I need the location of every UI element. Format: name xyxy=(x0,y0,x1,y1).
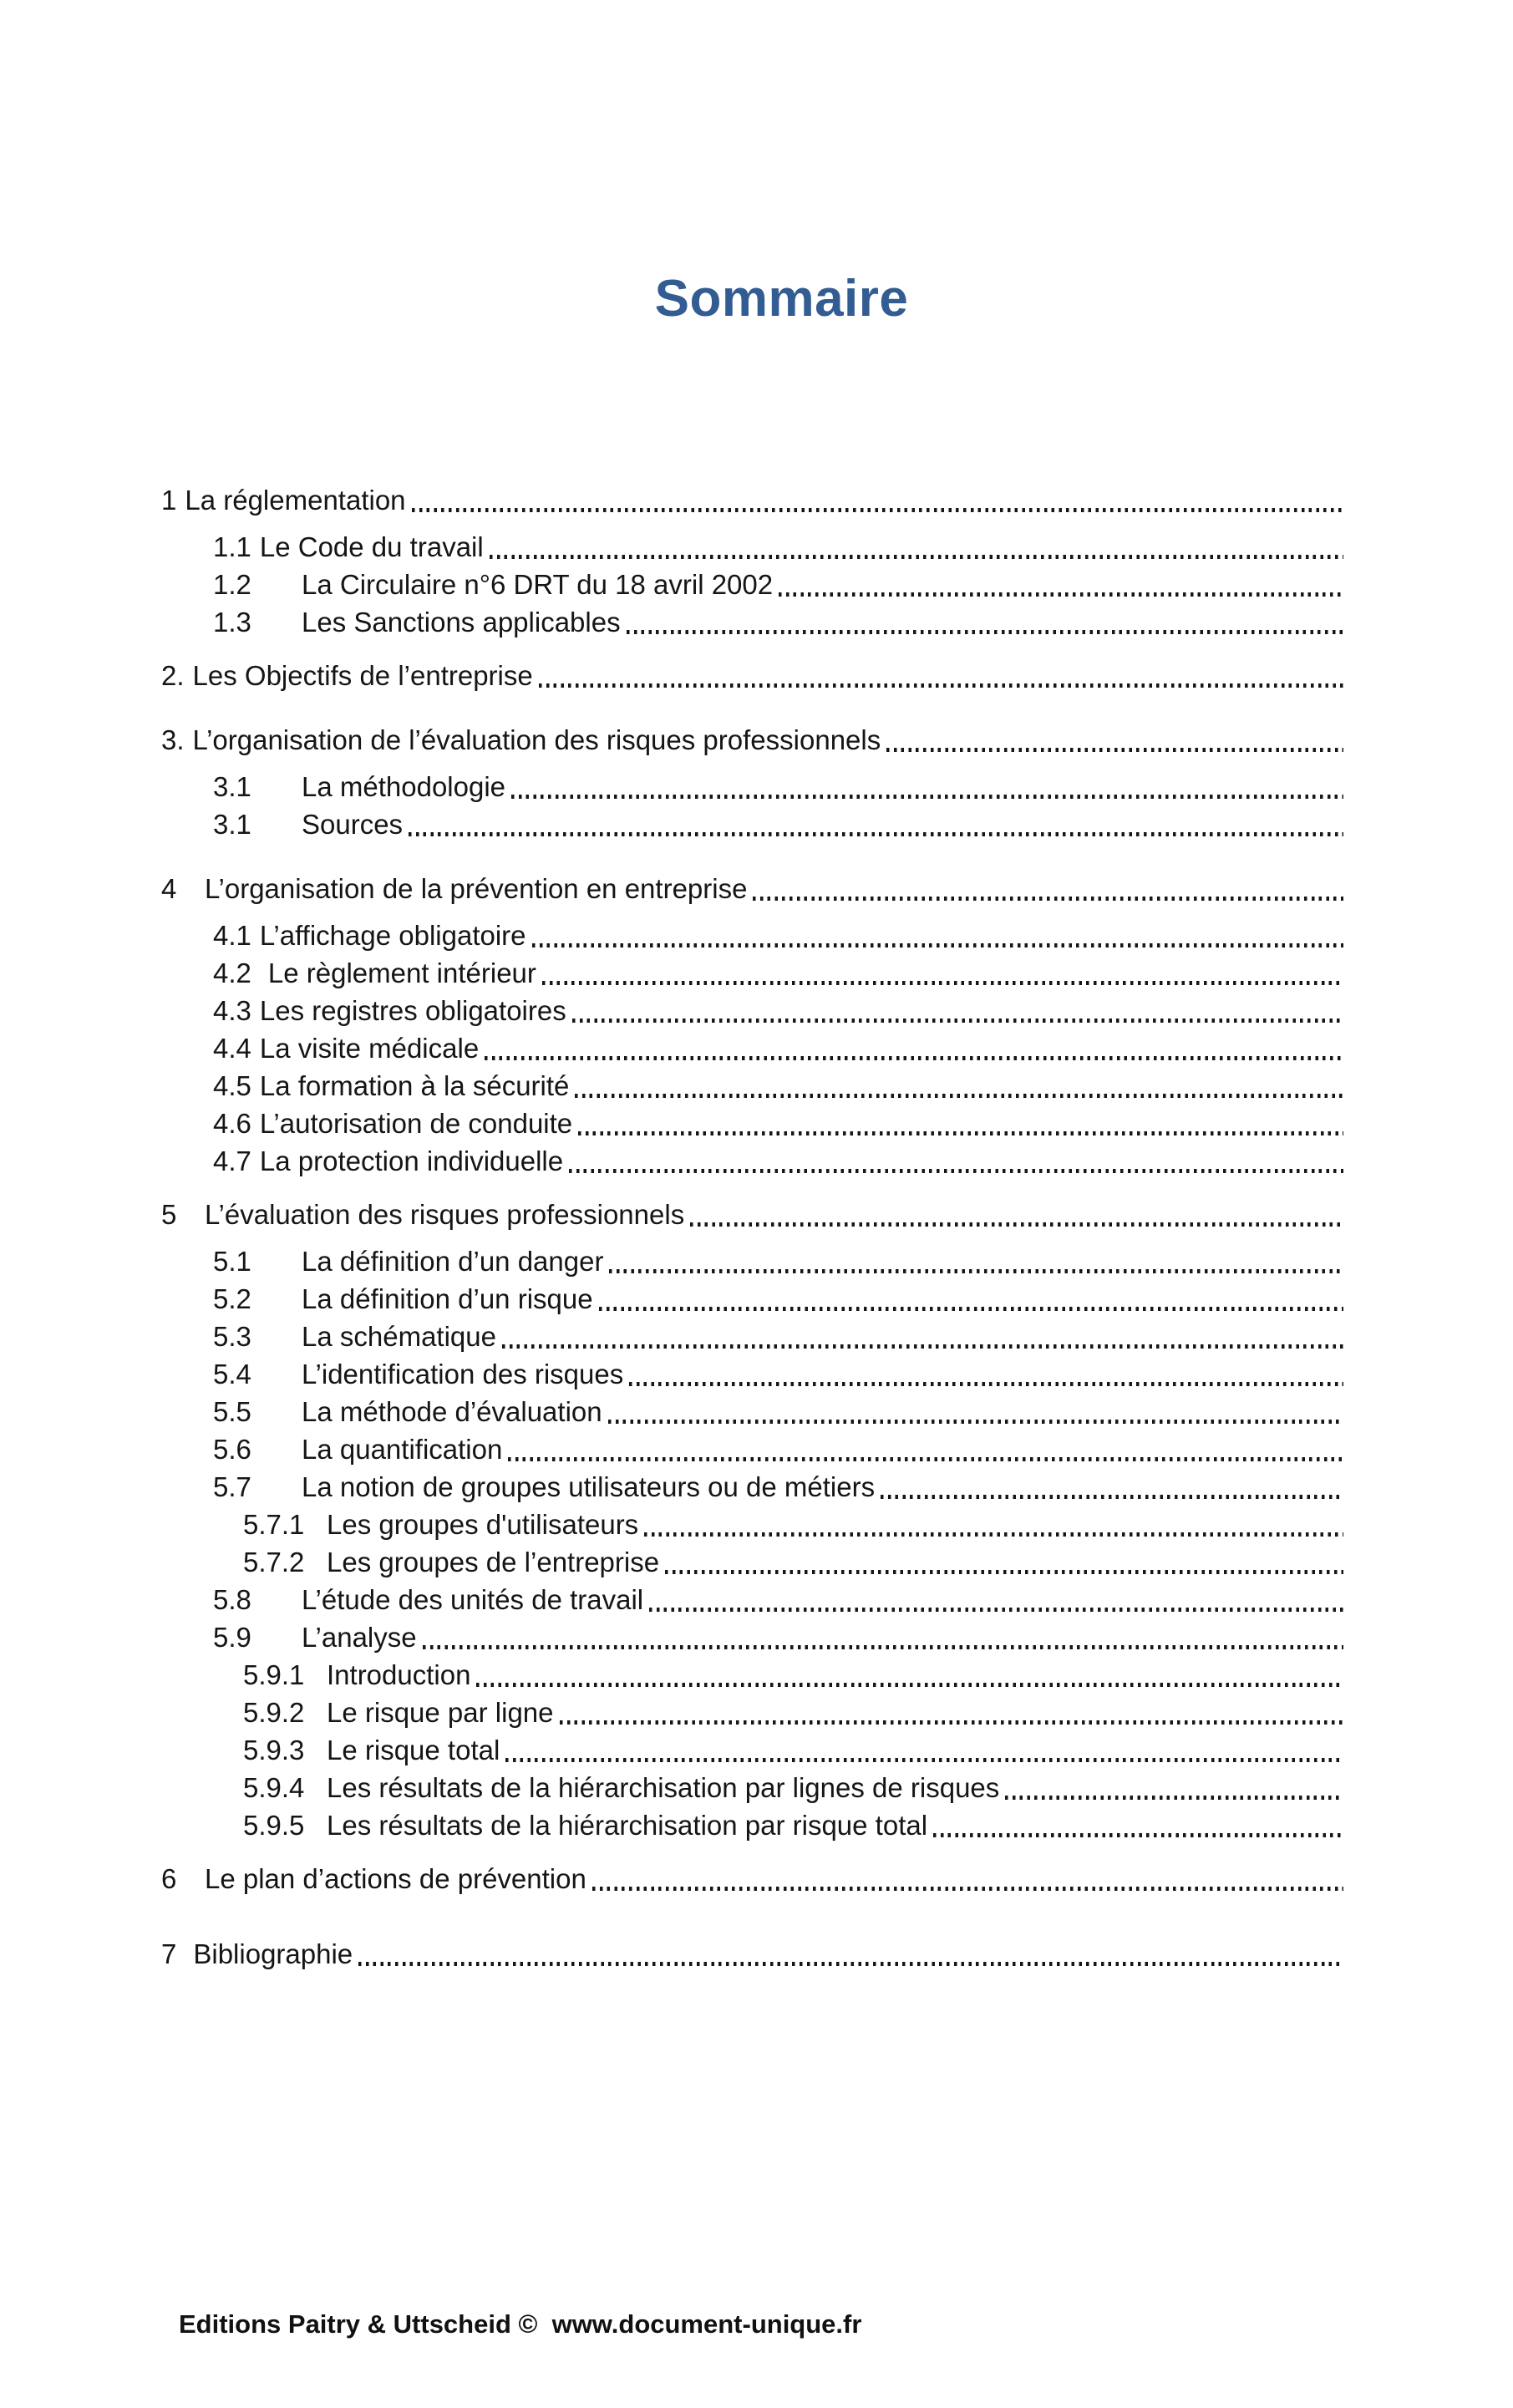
toc-entry xyxy=(153,1468,1345,1506)
toc-leader-dots xyxy=(1005,1796,1343,1800)
toc-entry xyxy=(153,1029,1345,1067)
toc-entry xyxy=(153,1506,1345,1543)
toc-entry-title: La méthodologie xyxy=(302,771,506,802)
toc-entry xyxy=(153,1355,1345,1393)
toc-entry-title: L’autorisation de conduite xyxy=(259,1108,573,1139)
toc-entry xyxy=(153,1656,1345,1694)
toc-entry-title: L’organisation de l’évaluation des risques professionnels xyxy=(192,724,881,755)
toc-entry-title: Le plan d’actions de prévention xyxy=(205,1863,586,1894)
toc-entry xyxy=(153,805,1345,843)
toc-entry xyxy=(153,528,1345,566)
toc-entry-number: 5.3 xyxy=(213,1321,251,1352)
toc-leader-dots xyxy=(572,1019,1343,1023)
toc-entry-number: 5.7 xyxy=(213,1471,251,1502)
toc-entry-number: 5.9.5 xyxy=(243,1810,305,1841)
toc-entry xyxy=(153,1242,1345,1280)
toc-entry xyxy=(153,954,1345,992)
toc-entry-title: La réglementation xyxy=(185,485,406,516)
toc-entry-number: 5.4 xyxy=(213,1359,251,1389)
toc-leader-dots xyxy=(779,592,1343,597)
toc-entry xyxy=(153,1581,1345,1618)
toc-leader-dots xyxy=(511,795,1343,799)
toc-leader-dots xyxy=(358,1962,1343,1966)
toc-entry-title: L’analyse xyxy=(302,1622,417,1653)
toc-entry-number: 1.3 xyxy=(213,607,251,638)
toc-entry-title: La définition d’un danger xyxy=(302,1246,604,1277)
toc-entry-title: Le risque total xyxy=(327,1735,500,1765)
toc-entry-number: 4.5 xyxy=(213,1070,251,1101)
toc-entry xyxy=(153,1196,1345,1233)
toc-entry-number: 5.9.2 xyxy=(243,1697,305,1728)
toc-entry-number: 4.4 xyxy=(213,1033,251,1064)
toc-leader-dots xyxy=(532,943,1343,947)
toc-entry xyxy=(153,1860,1345,1897)
toc-entry-number: 5.7.2 xyxy=(243,1547,305,1577)
toc-leader-dots xyxy=(592,1887,1343,1891)
toc-entry xyxy=(153,721,1345,759)
toc-entry xyxy=(153,917,1345,954)
toc-leader-dots xyxy=(575,1094,1343,1098)
toc-leader-dots xyxy=(609,1269,1343,1273)
toc-leader-dots xyxy=(753,897,1343,901)
toc-entry xyxy=(153,1280,1345,1318)
footer-text: Editions Paitry & Uttscheid © www.document-unique.fr xyxy=(179,2309,862,2339)
toc-entry xyxy=(153,1618,1345,1656)
toc-leader-dots xyxy=(505,1758,1343,1762)
toc-entry-title: Les registres obligatoires xyxy=(259,995,566,1026)
toc-entry-number: 4 xyxy=(161,873,177,904)
toc-entry-title: Le Code du travail xyxy=(259,531,484,562)
toc-entry-number: 5.9.4 xyxy=(243,1772,305,1803)
toc-entry xyxy=(153,1430,1345,1468)
toc-entry-title: L’évaluation des risques professionnels xyxy=(205,1199,685,1230)
toc-entry-title: Les groupes de l’entreprise xyxy=(327,1547,660,1577)
toc-entry-title: Introduction xyxy=(327,1659,471,1690)
toc-entry xyxy=(153,603,1345,641)
toc-leader-dots xyxy=(886,748,1343,752)
toc-entry-number: 5.5 xyxy=(213,1396,251,1427)
toc-entry-title: L’étude des unités de travail xyxy=(302,1584,644,1615)
toc-entry-title: La définition d’un risque xyxy=(302,1283,593,1314)
toc-entry xyxy=(153,1769,1345,1806)
toc-entry-title: La visite médicale xyxy=(259,1033,480,1064)
toc-entry-number: 4.1 xyxy=(213,920,251,951)
toc-entry-number: 5.9.1 xyxy=(243,1659,305,1690)
toc-entry xyxy=(153,1694,1345,1731)
toc-entry-number: 3. xyxy=(161,724,185,755)
toc-entry-title: La formation à la sécurité xyxy=(259,1070,570,1101)
toc-entry-number: 5.8 xyxy=(213,1584,251,1615)
toc-entry xyxy=(153,1393,1345,1430)
toc-leader-dots xyxy=(539,683,1343,688)
toc-entry-title: La schématique xyxy=(302,1321,496,1352)
toc-entry-number: 2. xyxy=(161,660,185,691)
toc-entry-number: 5.7.1 xyxy=(243,1509,305,1540)
toc-leader-dots xyxy=(629,1382,1343,1386)
toc-entry-number: 6 xyxy=(161,1863,177,1894)
toc-entry-title: L’organisation de la prévention en entreprise xyxy=(205,873,748,904)
toc-entry-number: 3.1 xyxy=(213,809,251,840)
toc-entry-number: 4.7 xyxy=(213,1146,251,1176)
toc-leader-dots xyxy=(690,1222,1343,1227)
toc-entry-number: 5.2 xyxy=(213,1283,251,1314)
toc-leader-dots xyxy=(560,1720,1343,1725)
toc-leader-dots xyxy=(933,1833,1343,1837)
toc-leader-dots xyxy=(578,1131,1343,1135)
toc-entry xyxy=(153,768,1345,805)
toc-list xyxy=(153,481,1345,1973)
toc-entry xyxy=(153,1731,1345,1769)
toc-entry-number: 5.6 xyxy=(213,1434,251,1465)
toc-leader-dots xyxy=(649,1608,1343,1612)
toc-entry-number: 4.2 xyxy=(213,958,251,988)
toc-entry-title: Les Objectifs de l’entreprise xyxy=(192,660,533,691)
toc-entry-title: La quantification xyxy=(302,1434,503,1465)
toc-entry-title: Les résultats de la hiérarchisation par risque total xyxy=(327,1810,928,1841)
toc-entry-title: La notion de groupes utilisateurs ou de métiers xyxy=(302,1471,876,1502)
toc-entry xyxy=(153,992,1345,1029)
document-page xyxy=(0,269,1513,2408)
toc-leader-dots xyxy=(644,1532,1343,1537)
toc-leader-dots xyxy=(423,1645,1343,1649)
toc-leader-dots xyxy=(485,1056,1343,1060)
toc-entry xyxy=(153,1318,1345,1355)
toc-entry-number: 5.1 xyxy=(213,1246,251,1277)
toc-entry xyxy=(153,1543,1345,1581)
toc-entry-title: Le risque par ligne xyxy=(327,1697,554,1728)
toc-leader-dots xyxy=(569,1169,1343,1173)
toc-entry-number: 5.9.3 xyxy=(243,1735,305,1765)
toc-leader-dots xyxy=(542,981,1343,985)
toc-entry-number: 4.3 xyxy=(213,995,251,1026)
toc-entry xyxy=(153,1105,1345,1142)
toc-leader-dots xyxy=(599,1307,1343,1311)
toc-entry-title: Les Sanctions applicables xyxy=(302,607,621,638)
toc-entry-number: 7 xyxy=(161,1938,177,1969)
toc-entry-number: 5 xyxy=(161,1199,177,1230)
toc-entry xyxy=(153,1806,1345,1844)
toc-entry-title: L’affichage obligatoire xyxy=(259,920,526,951)
toc-entry-title: La protection individuelle xyxy=(259,1146,564,1176)
toc-leader-dots xyxy=(476,1683,1343,1687)
toc-leader-dots xyxy=(881,1495,1343,1499)
toc-leader-dots xyxy=(490,555,1343,559)
toc-leader-dots xyxy=(508,1457,1343,1461)
toc-entry-title: L’identification des risques xyxy=(302,1359,624,1389)
toc-entry-number: 5.9 xyxy=(213,1622,251,1653)
toc-entry-title: Les groupes d'utilisateurs xyxy=(327,1509,639,1540)
toc-entry-title: La Circulaire n°6 DRT du 18 avril 2002 xyxy=(302,569,774,600)
page-title: Sommaire xyxy=(654,270,909,328)
toc-entry-title: Le règlement intérieur xyxy=(267,958,536,988)
toc-entry xyxy=(153,481,1345,519)
toc-entry xyxy=(153,870,1345,907)
toc-leader-dots xyxy=(409,832,1343,836)
toc-entry-number: 3.1 xyxy=(213,771,251,802)
toc-leader-dots xyxy=(665,1570,1343,1574)
toc-entry-title: La méthode d’évaluation xyxy=(302,1396,602,1427)
toc-entry-number: 1.1 xyxy=(213,531,251,562)
toc-entry-number: 1.2 xyxy=(213,569,251,600)
toc-entry-title: Les résultats de la hiérarchisation par lignes de risques xyxy=(327,1772,1000,1803)
toc-leader-dots xyxy=(502,1344,1343,1349)
toc-entry xyxy=(153,1067,1345,1105)
toc-entry-title: Bibliographie xyxy=(193,1938,353,1969)
toc-entry xyxy=(153,1142,1345,1180)
toc-entry xyxy=(153,566,1345,603)
toc-entry xyxy=(153,657,1345,694)
toc-entry-number: 4.6 xyxy=(213,1108,251,1139)
toc-entry xyxy=(153,1935,1345,1973)
toc-leader-dots xyxy=(627,630,1343,634)
toc-entry-title: Sources xyxy=(302,809,404,840)
toc-leader-dots xyxy=(608,1420,1343,1424)
toc-entry-number: 1 xyxy=(161,485,177,516)
toc-leader-dots xyxy=(412,508,1343,512)
